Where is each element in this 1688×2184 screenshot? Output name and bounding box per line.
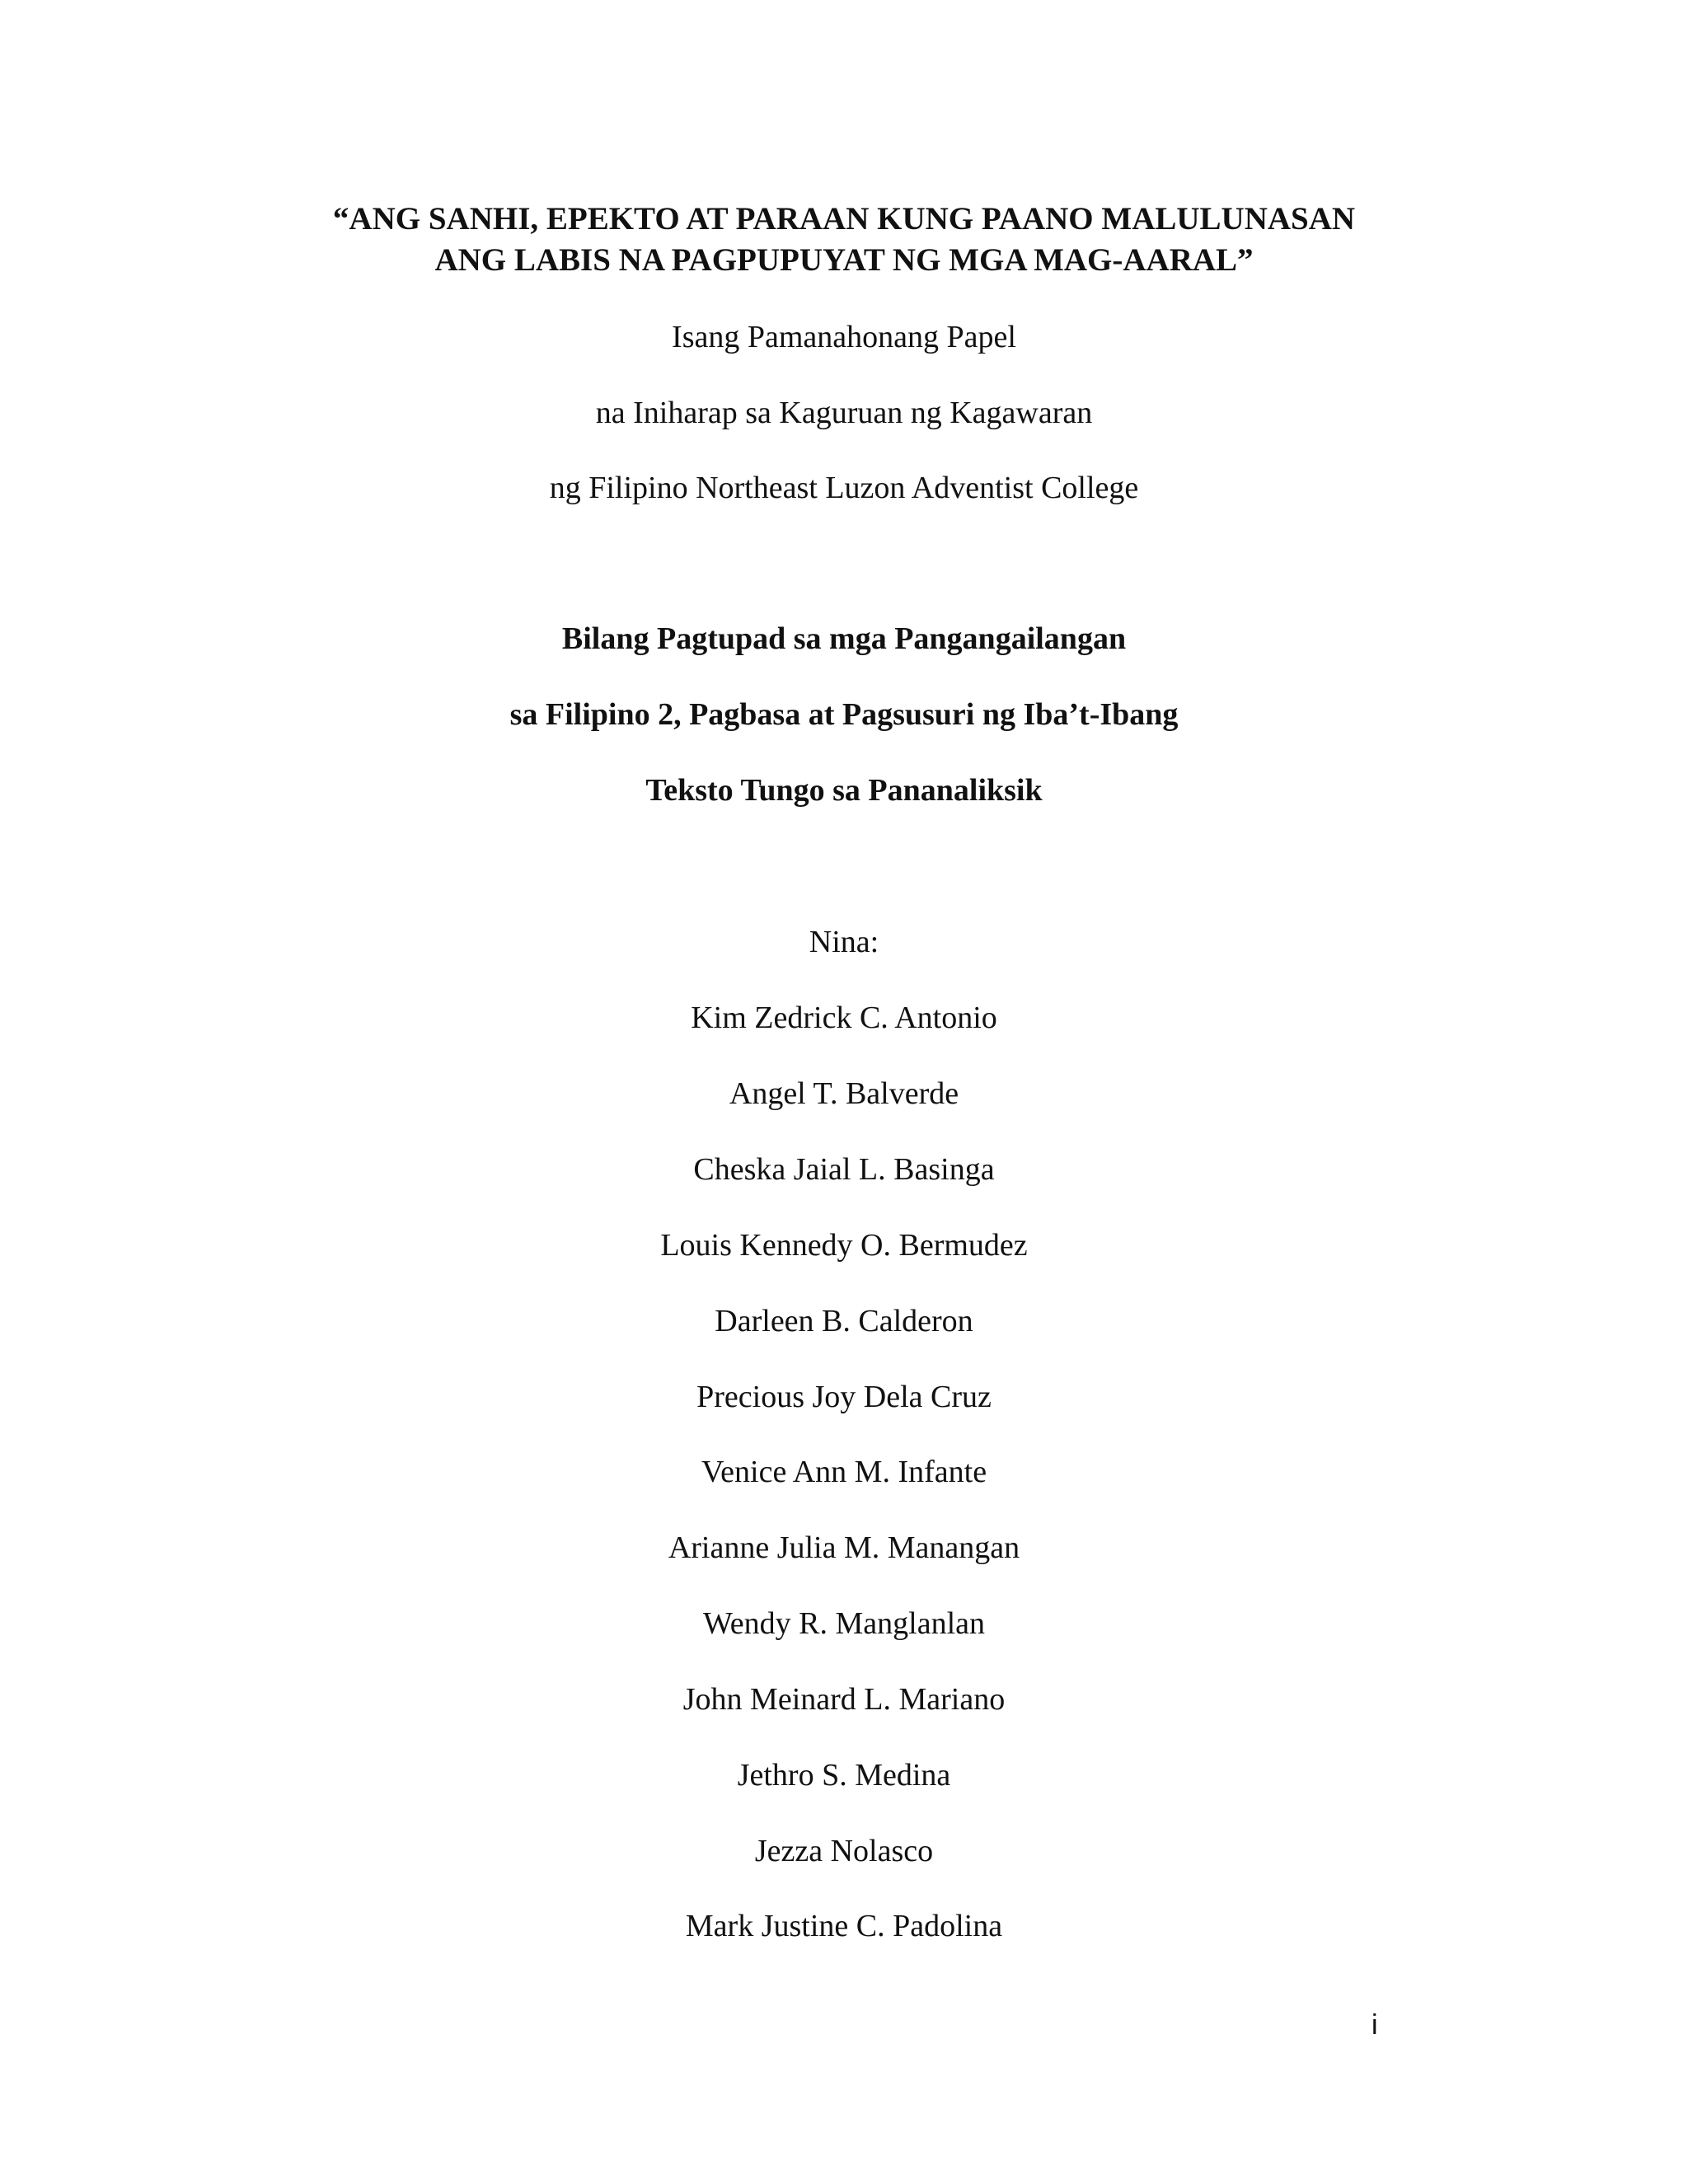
author-name: Venice Ann M. Infante [701,1455,987,1489]
author-name: Wendy R. Manglanlan [702,1606,986,1641]
page-number: i [1372,2009,1378,2041]
author-name: Kim Zedrick C. Antonio [691,1001,997,1035]
title-line-2: ANG LABIS NA PAGPUPUYAT NG MGA MAG-AARAL” [434,242,1254,278]
title-line-1: “ANG SANHI, EPEKTO AT PARAAN KUNG PAANO MALULUNASAN [332,201,1356,237]
author-name: John Meinard L. Mariano [682,1682,1006,1717]
requirement-line-2: sa Filipino 2, Pagbasa at Pagsusuri ng Iba’t-Ibang [509,697,1179,732]
author-name: Arianne Julia M. Manangan [668,1530,1020,1565]
author-name: Louis Kennedy O. Bermudez [660,1228,1028,1263]
author-name: Precious Joy Dela Cruz [696,1380,992,1414]
requirement-line-1: Bilang Pagtupad sa mga Pangangailangan [561,621,1127,656]
intro-line-2: na Iniharap sa Kaguruan ng Kagawaran [595,396,1093,430]
authors-label: Nina: [809,925,879,959]
intro-line-3: ng Filipino Northeast Luzon Adventist College [549,471,1139,505]
intro-line-1: Isang Pamanahonang Papel [672,320,1016,354]
author-name: Cheska Jaial L. Basinga [693,1152,995,1187]
author-name: Darleen B. Calderon [715,1304,973,1338]
author-name: Angel T. Balverde [729,1076,959,1111]
author-name: Jezza Nolasco [754,1834,934,1868]
author-name: Jethro S. Medina [737,1758,951,1793]
author-name: Mark Justine C. Padolina [685,1909,1003,1943]
requirement-line-3: Teksto Tungo sa Pananaliksik [645,773,1043,808]
